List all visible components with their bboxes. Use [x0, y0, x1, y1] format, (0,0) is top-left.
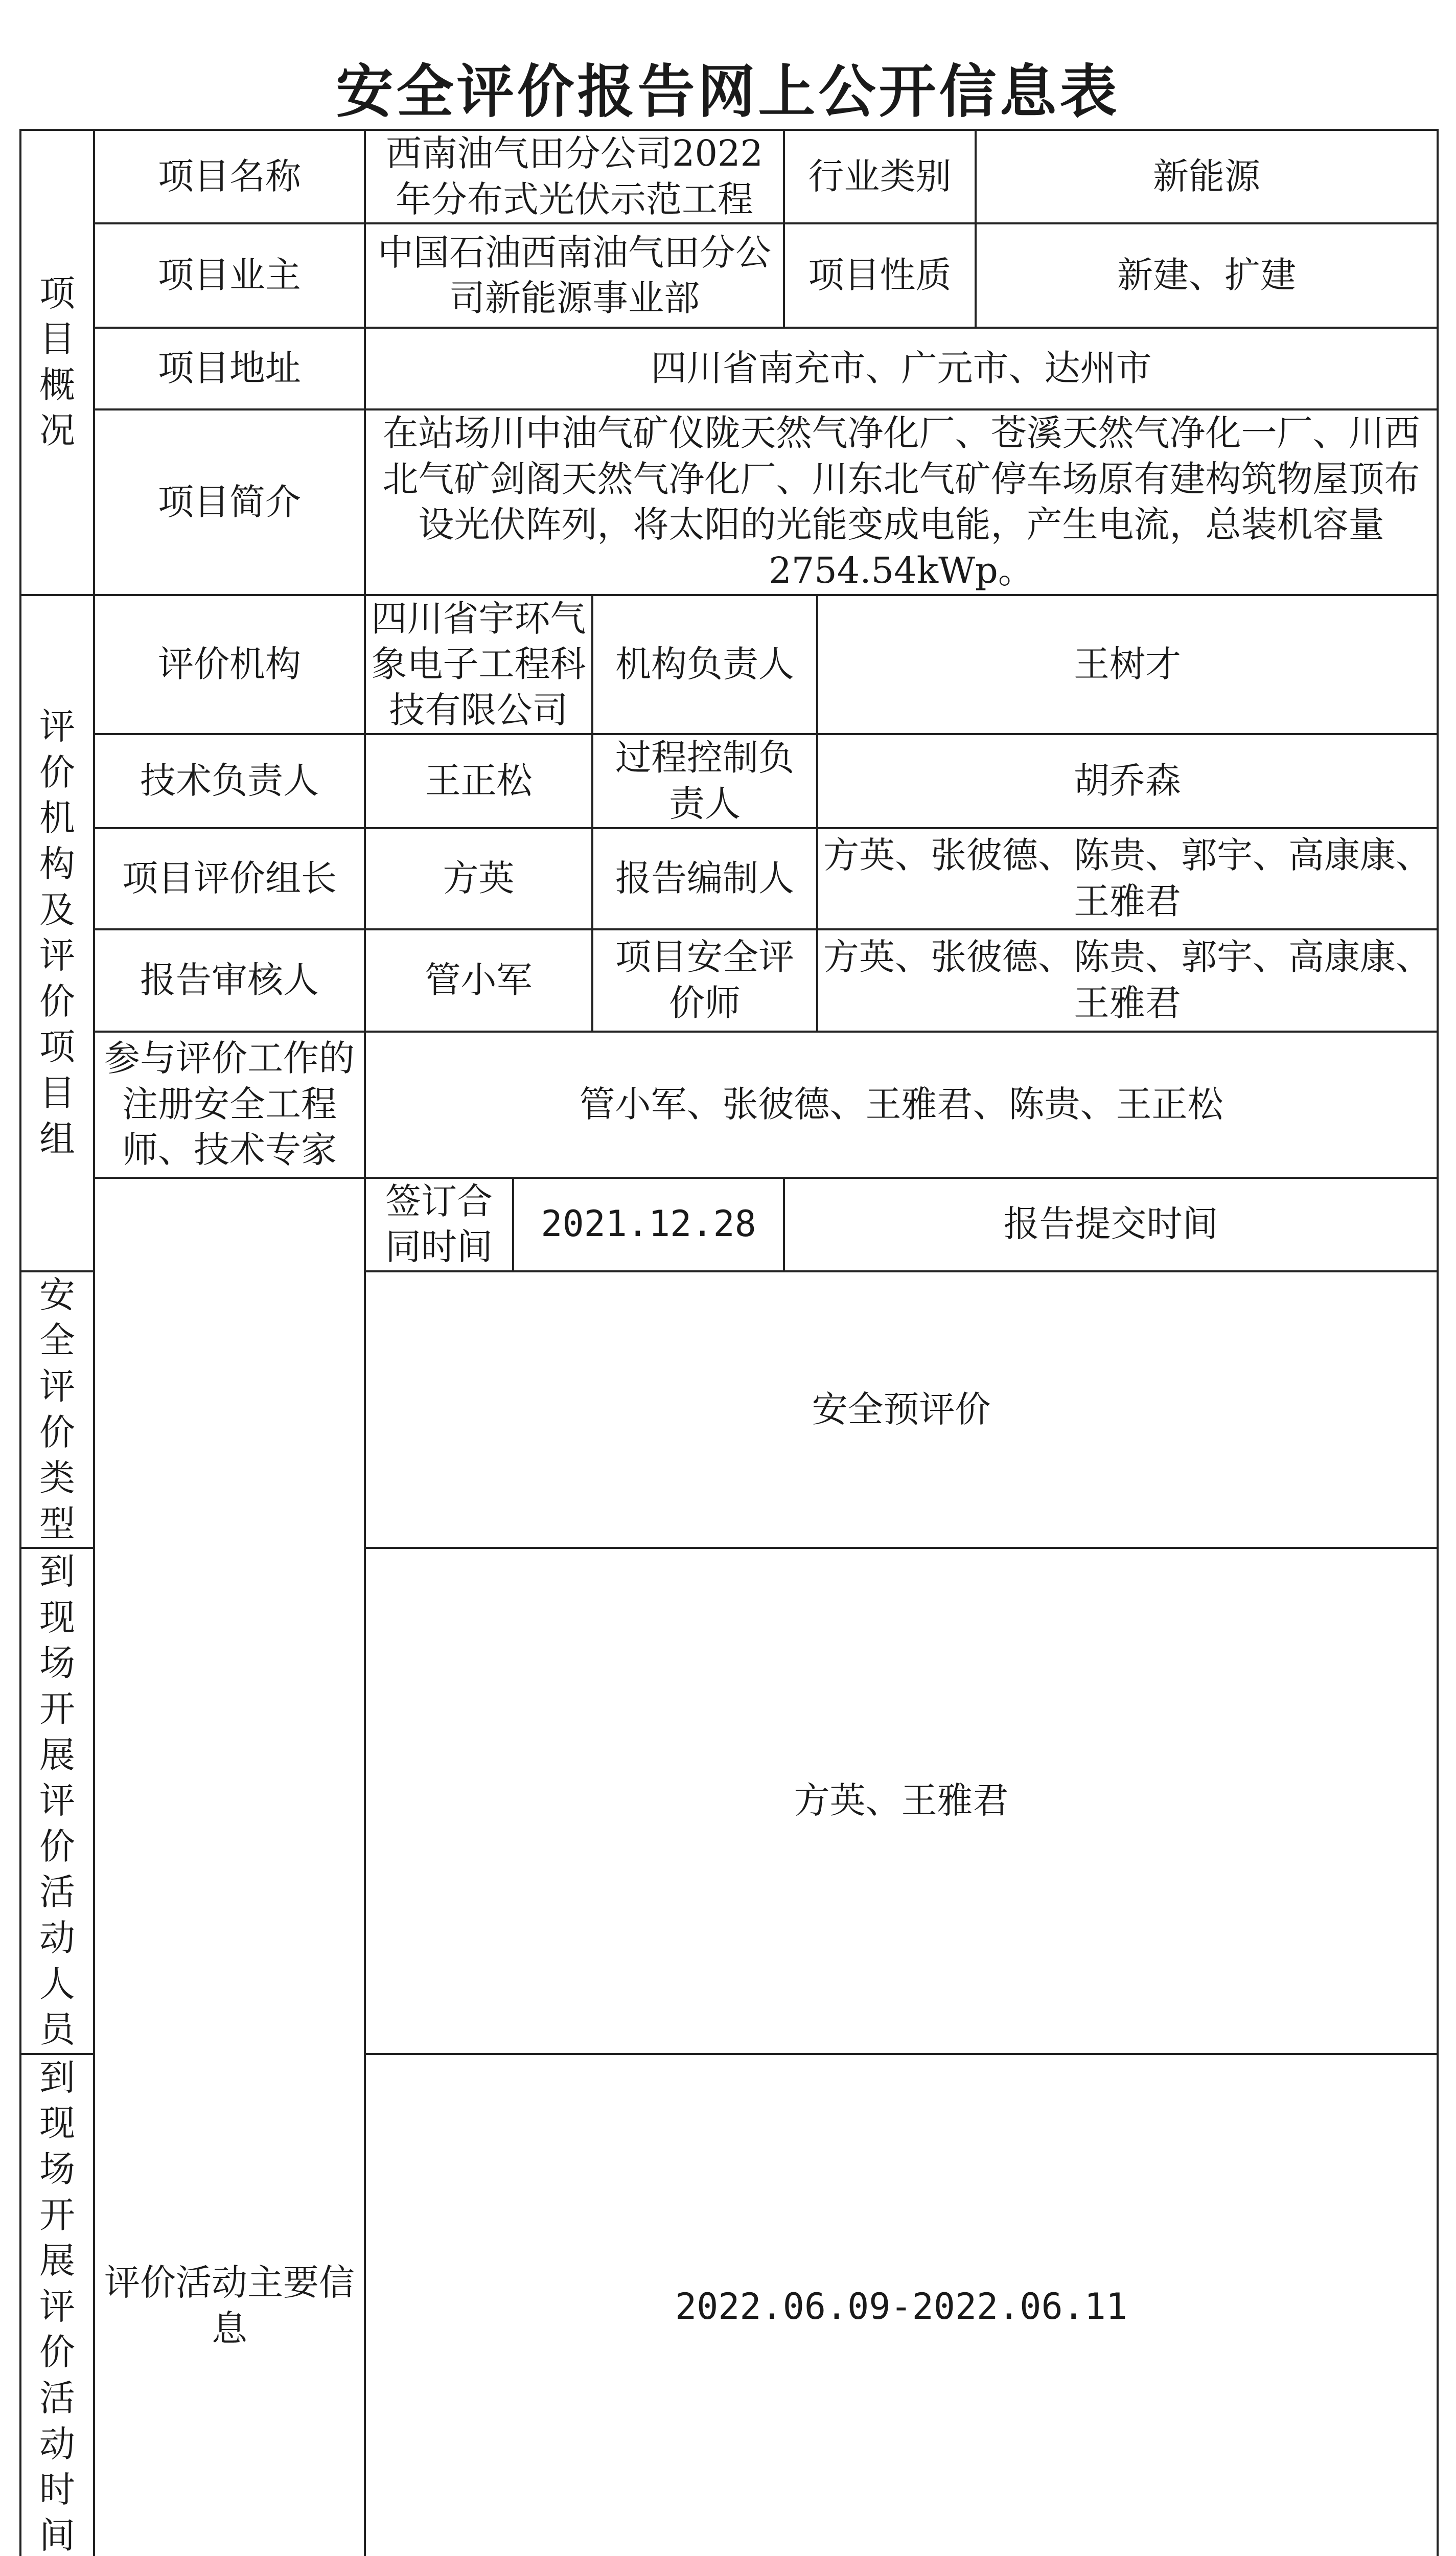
address-label: 项目地址	[94, 328, 365, 409]
org-label: 评价机构	[94, 595, 365, 735]
intro-label: 项目简介	[94, 409, 365, 595]
leader-value: 方英	[365, 828, 592, 929]
owner-value: 中国石油西南油气田分公司新能源事业部	[365, 223, 784, 328]
staff-label: 到现场开展评价活动人员	[20, 1548, 94, 2054]
industry-value: 新能源	[976, 130, 1438, 223]
reviewer-value: 管小军	[365, 929, 592, 1032]
org-head-label: 机构负责人	[592, 595, 817, 735]
project-name-value: 西南油气田分公司2022年分布式光伏示范工程	[365, 130, 784, 223]
nature-value: 新建、扩建	[976, 223, 1438, 328]
time-label: 到现场开展评价活动时间	[20, 2054, 94, 2556]
project-name-label: 项目名称	[94, 130, 365, 223]
intro-value: 在站场川中油气矿仪陇天然气净化厂、苍溪天然气净化一厂、川西北气矿剑阁天然气净化厂、川东北气矿停车场原有建构筑物屋顶布设光伏阵列，将太阳的光能变成电能，产生电流，总装机容量2754.54kWp。	[365, 409, 1438, 595]
page-title: 安全评价报告网上公开信息表	[336, 59, 1120, 125]
reviewer-label: 报告审核人	[94, 929, 365, 1032]
contract-date: 2021.12.28	[513, 1178, 784, 1271]
engineers-label: 参与评价工作的注册安全工程师、技术专家	[94, 1032, 365, 1178]
section-overview-label: 项目概况	[20, 130, 94, 595]
org-value: 四川省宇环气象电子工程科技有限公司	[365, 595, 592, 735]
address-value: 四川省南充市、广元市、达州市	[365, 328, 1438, 409]
leader-label: 项目评价组长	[94, 828, 365, 929]
process-head-value: 胡乔森	[817, 734, 1438, 828]
assessors-value: 方英、张彼德、陈贵、郭宇、高康康、王雅君	[817, 929, 1438, 1032]
writer-label: 报告编制人	[592, 828, 817, 929]
section-org-label: 评价机构及评价项目组	[20, 595, 94, 1271]
owner-label: 项目业主	[94, 223, 365, 328]
type-value: 安全预评价	[365, 1271, 1438, 1548]
tech-head-label: 技术负责人	[94, 734, 365, 828]
org-head-value: 王树才	[817, 595, 1438, 735]
engineers-value: 管小军、张彼德、王雅君、陈贵、王正松	[365, 1032, 1438, 1178]
submit-label: 报告提交时间	[784, 1178, 1438, 1271]
nature-label: 项目性质	[784, 223, 976, 328]
assessor-label: 项目安全评价师	[592, 929, 817, 1032]
info-table	[19, 129, 1439, 2556]
tech-head-value: 王正松	[365, 734, 592, 828]
industry-label: 行业类别	[784, 130, 976, 223]
time-value: 2022.06.09-2022.06.11	[365, 2054, 1438, 2556]
section-activity-label: 评价活动主要信息	[94, 1178, 365, 2556]
type-label: 安全评价类型	[20, 1271, 94, 1548]
contract-label: 签订合同时间	[365, 1178, 513, 1271]
writers-value: 方英、张彼德、陈贵、郭宇、高康康、王雅君	[817, 828, 1438, 929]
process-head-label: 过程控制负责人	[592, 734, 817, 828]
staff-value: 方英、王雅君	[365, 1548, 1438, 2054]
